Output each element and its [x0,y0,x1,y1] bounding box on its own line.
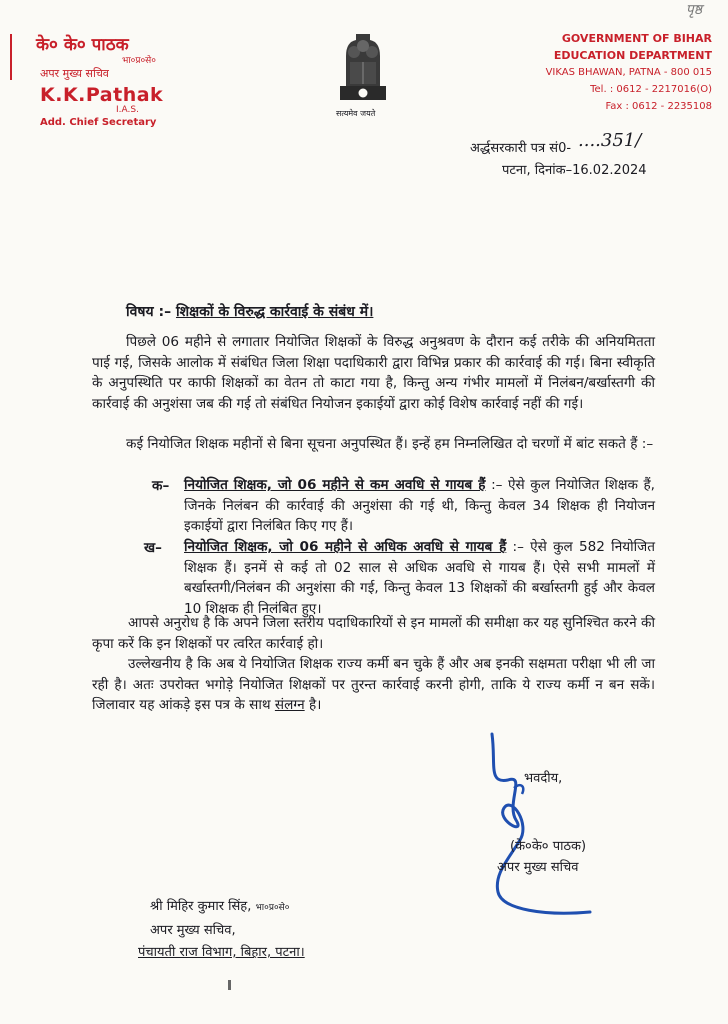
item-b-body: :– ऐसे कुल 582 नियोजित शिक्षक हैं। इनमें से कई तो 02 साल से अधिक अवधि से गायब हैं। ऐसे सभी मामलों में बर्खास्तगी/निलंबन की अनुशंसा की गई, किन्तु केवल 13 शिक्षकों की बर्खास्तगी हुई और केवल 10 शिक्षक ही निलंबित हुए। [184,539,656,617]
margin-line [10,34,18,80]
item-a-heading: नियोजित शिक्षक, जो 06 महीने से कम अवधि से गायब हैं [184,477,486,493]
org-fax: Fax : 0612 - 2235108 [605,101,712,112]
addressee-department: पंचायती राज विभाग, बिहार, पटना। [138,945,305,960]
letter-reference-label: अर्द्धसरकारी पत्र सं0- [470,141,572,156]
addressee-name-text: श्री मिहिर कुमार सिंह, [150,899,252,914]
body-paragraph-2: कई नियोजित शिक्षक महीनों से बिना सूचना अनुपस्थित हैं। इन्हें हम निम्नलिखित दो चरणों में बांट सकते हैं :– [126,436,654,452]
subject-text: शिक्षकों के विरुद्ध कार्रवाई के संबंध में। [175,304,374,320]
paragraph-4-end: है। [304,697,322,713]
closing-salutation: भवदीय, [524,771,563,786]
letter-date: पटना, दिनांक–16.02.2024 [502,163,647,178]
state-emblem-icon [330,28,396,112]
item-a-body: :– ऐसे कुल नियोजित शिक्षक हैं, जिनके निलंबन की कार्रवाई की अनुशंसा की गई थी, किन्तु केवल 34 शिक्षक ही नियोजन इकाईयों द्वारा निलंबित किए गए हैं। [184,477,655,534]
body-paragraph-4 [92,654,655,716]
subject-line [126,302,373,321]
subject-label: विषय :– [126,304,172,320]
org-telephone: Tel. : 0612 - 2217016(O) [590,84,712,95]
addressee-name [150,896,289,914]
addressee-designation: अपर मुख्य सचिव, [150,923,236,938]
officer-name-english: K.K.Pathak [40,84,164,106]
item-a-label: क– [152,478,170,494]
corner-handwritten-mark: पृष्ठ [685,2,702,18]
body-paragraph-3: आपसे अनुरोध है कि अपने जिला स्तरीय पदाधिकारियों से इन मामलों की समीक्षा कर यह सुनिश्चित करने की कृपा करें कि इन शिक्षकों पर त्वरित कार्रवाई हो। [92,615,655,652]
officer-service-english: I.A.S. [116,105,139,115]
body-paragraph-1: पिछले 06 महीने से लगातार नियोजित शिक्षकों के विरुद्ध अनुश्रवण के दौरान कई तरीके की अनियमितता पाई गई, जिसके आलोक में संबंधित जिला शिक्षा पदाधिकारी द्वारा विभिन्न प्रकार की कार्रवाई की गई। बिना स्वीकृति के अनुपस्थिति पर काफी शिक्षकों का वेतन तो काटा गया है, किन्तु अन्य गंभीर मामलों में निलंबन/बर्खास्तगी की कार्रवाई की अनुशंसा जब की गई तो संबंधित नियोजन इकाईयों द्वारा कोई विशेष कार्रवाई नहीं की गई। [92,334,655,412]
signer-name: (के०के० पाठक) [510,839,587,854]
ink-mark [228,980,231,990]
org-line-1: GOVERNMENT OF BIHAR [561,32,712,45]
officer-designation-hindi: अपर मुख्य सचिव [40,67,109,80]
org-address: VIKAS BHAWAN, PATNA - 800 015 [545,67,712,78]
item-b-label: ख– [144,540,162,556]
paragraph-4-text: उल्लेखनीय है कि अब ये नियोजित शिक्षक राज्य कर्मी बन चुके हैं और अब इनकी सक्षमता परीक्षा भी ली जा रही है। अतः उपरोक्त भगोड़े नियोजित शिक्षकों पर तुरन्त कार्रवाई करनी होगी, ताकि ये राज्य कर्मी न बन सकें। जिलावार यह आंकड़े इस पत्र के साथ [92,656,655,713]
officer-designation-english: Add. Chief Secretary [40,117,157,128]
department-letterhead [492,30,712,115]
officer-name-hindi: के० के० पाठक [36,35,129,55]
addressee-service: भा०प्र०से० [255,903,290,913]
org-line-2: EDUCATION DEPARTMENT [553,49,712,62]
emblem-motto: सत्यमेव जयते [336,109,376,118]
item-b-heading: नियोजित शिक्षक, जो 06 महीने से अधिक अवधि से गायब हैं [184,539,507,555]
item-a-text [184,475,655,537]
signer-designation: अपर मुख्य सचिव [497,860,579,875]
handwritten-signature [486,724,596,928]
attached-word: संलग्न [274,697,305,713]
officer-service-hindi: भा०प्र०से० [122,56,156,66]
item-b-text [184,537,655,619]
letter-reference-number: ....351/ [578,130,642,151]
